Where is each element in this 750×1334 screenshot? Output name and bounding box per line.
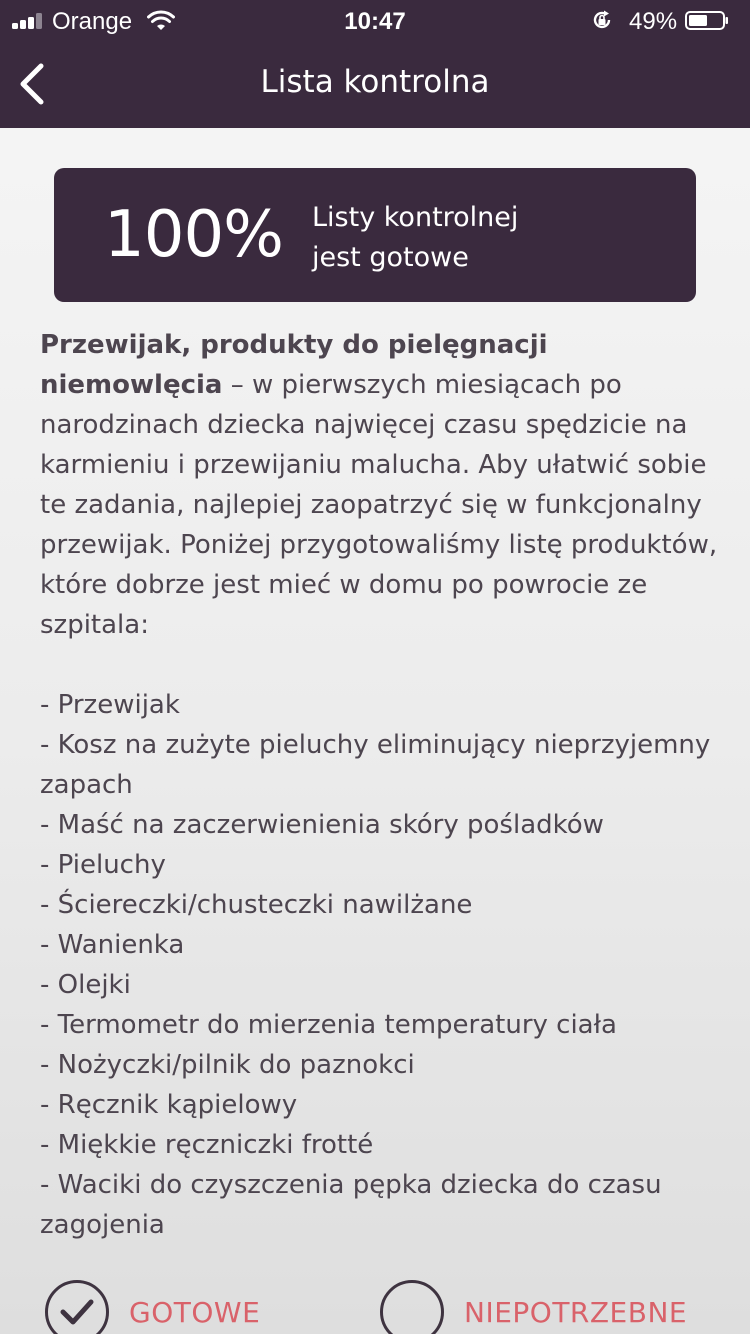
list-item: - Wanienka [40,930,185,960]
list-item: - Kosz na zużyte pieluchy eliminujący nieprzyjemny zapach [40,730,711,800]
article-content [40,325,720,1255]
unneeded-radio[interactable] [380,1280,444,1334]
progress-caption-line-2: jest gotowe [312,242,469,273]
article-heading: Przewijak, produkty do pielęgnacji niemowlęcia [40,330,548,400]
clock: 10:47 [344,8,406,35]
product-list [40,685,720,1245]
list-item: - Ściereczki/chusteczki nawilżane [40,890,473,920]
spacer [40,645,720,685]
list-item: - Waciki do czyszczenia pępka dziecka do czasu zagojenia [40,1170,662,1240]
article-intro [40,325,720,645]
unneeded-option[interactable] [380,1280,687,1334]
list-item: - Przewijak [40,690,180,720]
page-title: Lista kontrolna [260,64,490,100]
progress-percentage: 100% [104,198,283,272]
checkmark-icon [60,1298,94,1326]
header-bar [0,0,750,128]
battery-icon [685,11,729,30]
battery-percentage: 49% [629,8,678,35]
rotation-lock-icon [590,8,614,32]
article-intro-text: – w pierwszych miesiącach po narodzinach dziecka najwięcej czasu spędzicie na karmieniu i przewijaniu malucha. Aby ułatwić sobie te zadania, najlepiej zaopatrzyć się w funkcjonalny przewijak. Poniżej przygotowaliśmy listę produktów, które dobrze jest mieć w domu po powrocie ze szpitala: [40,370,718,640]
done-radio[interactable] [45,1280,109,1334]
list-item: - Termometr do mierzenia temperatury ciała [40,1010,617,1040]
carrier-name: Orange [52,8,133,35]
list-item: - Ręcznik kąpielowy [40,1090,298,1120]
status-bar [0,0,750,40]
unneeded-label: NIEPOTRZEBNE [464,1295,688,1329]
progress-card [54,168,696,302]
progress-caption-line-1: Listy kontrolnej [312,202,519,233]
done-option[interactable] [45,1280,260,1334]
list-item: - Maść na zaczerwienienia skóry pośladków [40,810,604,840]
list-item: - Nożyczki/pilnik do paznokci [40,1050,415,1080]
list-item: - Miękkie ręczniczki frotté [40,1130,374,1160]
done-label: GOTOWE [129,1295,261,1329]
list-item: - Pieluchy [40,850,166,880]
progress-caption [312,198,672,278]
list-item: - Olejki [40,970,131,1000]
